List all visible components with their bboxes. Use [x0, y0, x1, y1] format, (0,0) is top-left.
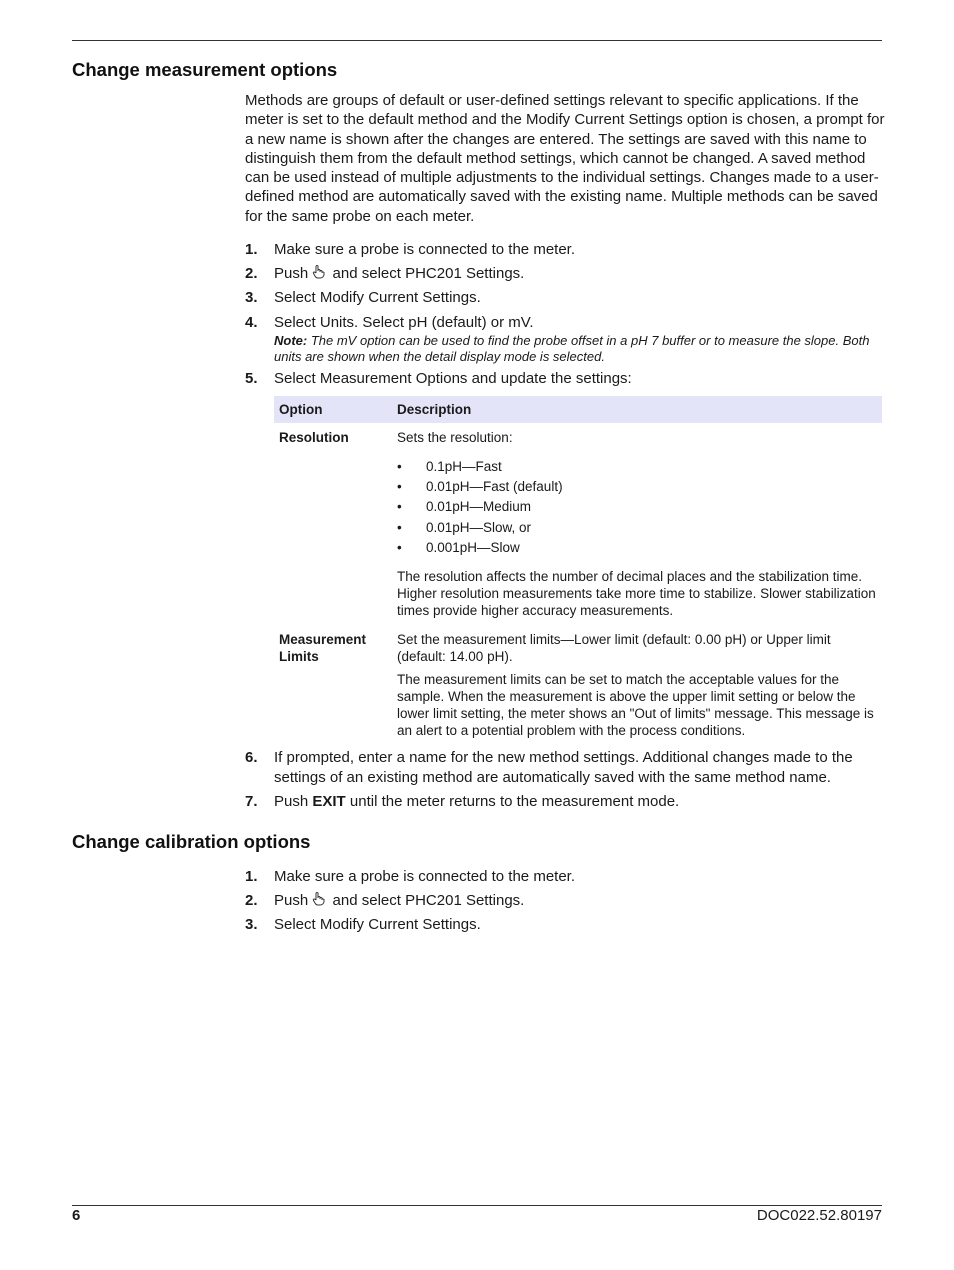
- resolution-list: [397, 457, 877, 558]
- hand-pointer-icon: [312, 892, 326, 906]
- step-4: 4. Select Units. Select pH (default) or mV. Note: The mV option can be used to find the probe offset in a pH 7 buffer or to measure the slope. Both units are shown when the detail display mode is selected.: [245, 313, 885, 366]
- option-name: Resolution: [279, 430, 349, 445]
- page-number: 6: [72, 1207, 81, 1224]
- table-row: [274, 423, 882, 625]
- option-name: Measurement Limits: [279, 632, 367, 665]
- option-description: Set the measurement limits—Lower limit (default: 0.00 pH) or Upper limit (default: 14.00 pH). The measurement limits can be set to match the acceptable values for the sample. When the measurement is above the upper limit setting or below the lower limit setting, the meter shows an "Out of limits" message. This message is an alert to a potential problem with the process conditions.: [397, 632, 874, 739]
- list-item: • 0.01pH—Slow, or: [397, 518, 877, 538]
- table-header-row: [274, 396, 882, 423]
- table-row: [274, 625, 882, 743]
- list-item: • 0.1pH—Fast: [397, 457, 877, 477]
- note-label: Note:: [274, 332, 308, 348]
- column-header-description: Description: [392, 396, 882, 423]
- list-item: • 0.01pH—Medium: [397, 497, 877, 517]
- step-2: 2. Push and select PHC201 Settings.: [245, 265, 525, 282]
- step-5: 5. Select Measurement Options and update the settings:: [245, 370, 632, 387]
- step-6: 6. If prompted, enter a name for the new method settings. Additional changes made to the settings of an existing method are automatically saved with the same method name.: [245, 749, 853, 786]
- document-id: DOC022.52.80197: [756, 1207, 882, 1224]
- cal-step-2: 2. Push and select PHC201 Settings.: [245, 892, 525, 909]
- step-7: 7. Push EXIT until the meter returns to the measurement mode.: [245, 793, 680, 810]
- options-table: [274, 396, 882, 743]
- column-header-option: Option: [274, 396, 392, 423]
- exit-key-label: EXIT: [312, 793, 346, 810]
- step-3: 3. Select Modify Current Settings.: [245, 289, 481, 306]
- header-rule: [72, 40, 882, 41]
- cal-step-3: 3. Select Modify Current Settings.: [245, 916, 481, 933]
- note: Note: The mV option can be used to find the probe offset in a pH 7 buffer or to measure the slope. Both units are shown when the detail display mode is selected.: [274, 332, 870, 364]
- hand-pointer-icon: [312, 265, 326, 279]
- section-heading-calibration: Change calibration options: [72, 831, 311, 852]
- cal-step-1: 1. Make sure a probe is connected to the meter.: [245, 868, 576, 885]
- option-description: Sets the resolution: • 0.1pH—Fast • 0.01pH—Fast (default) • 0.01pH—Medium • 0.01pH—Slow, or • 0.001pH—Slow The resolution affects the number of decimal places and the stabilization time. Higher resolution measurements take more time to stabilize. Slower stabilization times provide higher accuracy measurements.: [392, 423, 882, 625]
- step-1: 1. Make sure a probe is connected to the meter.: [245, 241, 576, 258]
- list-item: • 0.01pH—Fast (default): [397, 477, 877, 497]
- list-item: • 0.001pH—Slow: [397, 538, 877, 558]
- section-heading-measurement: Change measurement options: [72, 59, 338, 80]
- intro-paragraph: Methods are groups of default or user-defined settings relevant to specific applications. If the meter is set to the default method and the Modify Current Settings option is chosen, a prompt for a new name is shown after the changes are entered. The settings are saved with this name to distinguish them from the default method settings, which cannot be changed. A saved method can be used instead of multiple adjustments to the individual settings. Changes made to a user-defined method are automatically saved with the existing name. Multiple methods can be saved for the same probe on each meter.: [245, 92, 885, 225]
- footer-rule: [72, 1205, 882, 1206]
